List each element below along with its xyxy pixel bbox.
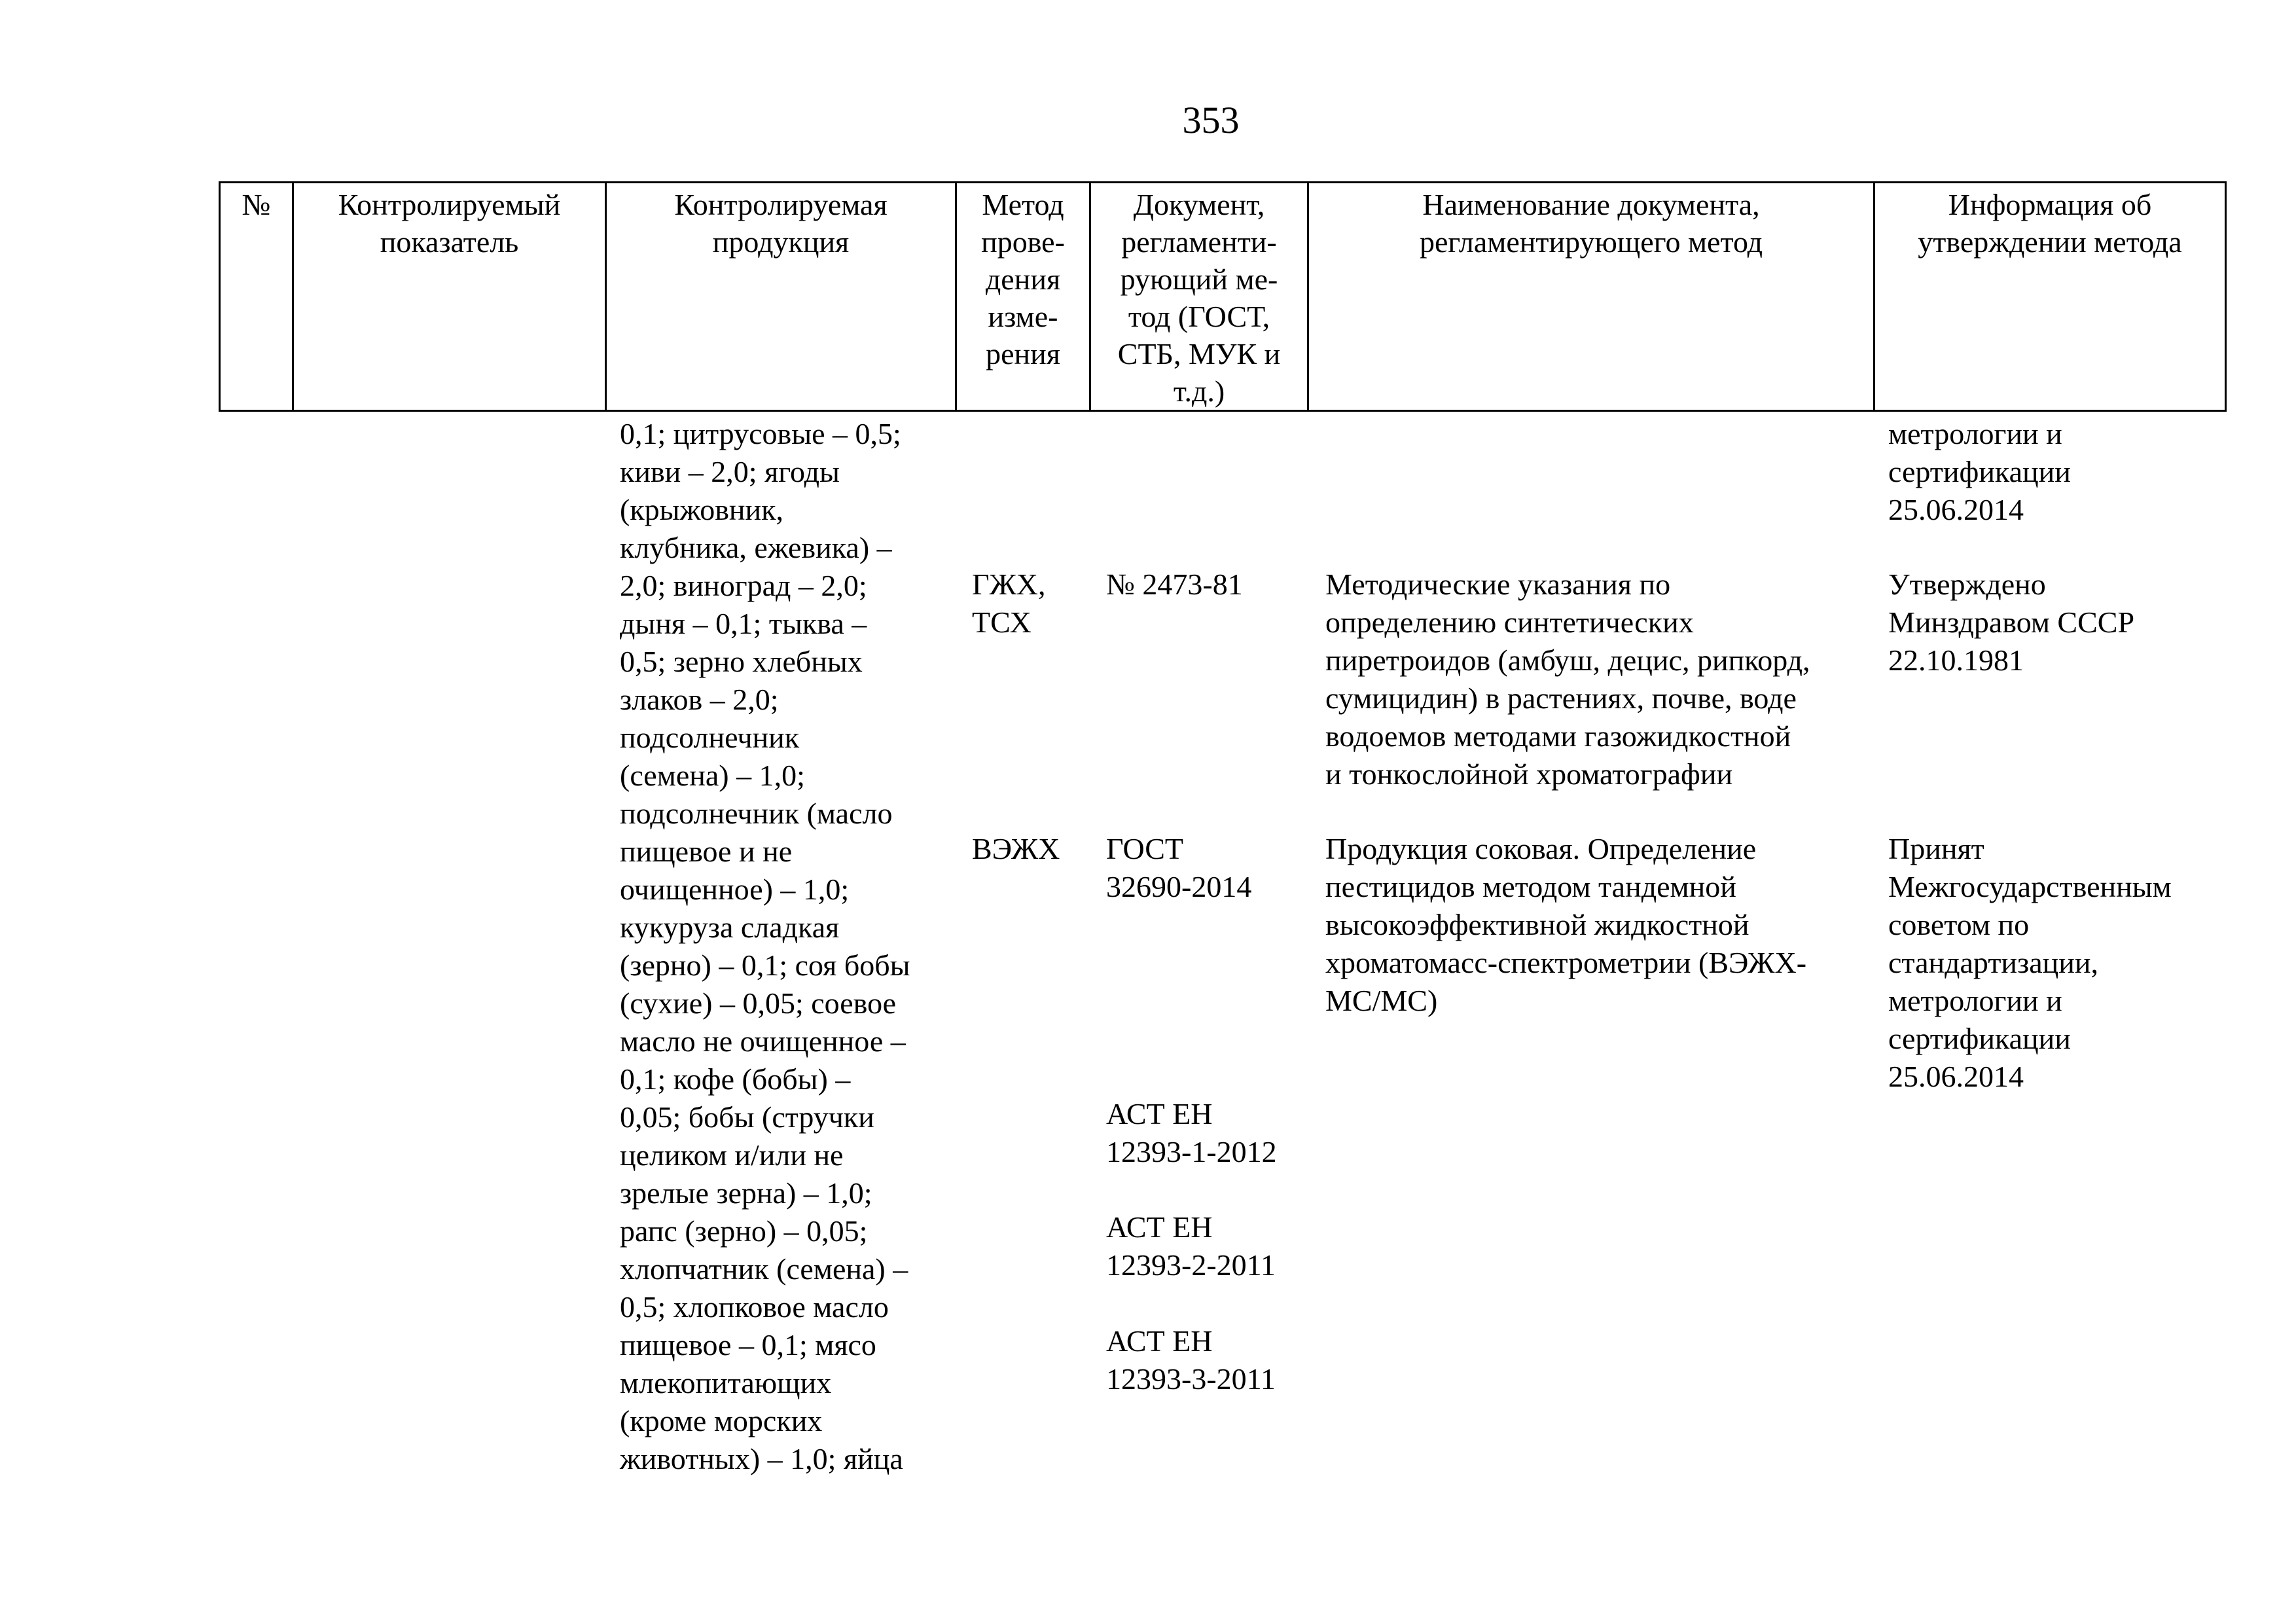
header-indicator: Контролируемый показатель [293,183,606,411]
page-number: 353 [1182,99,1240,141]
header-product: Контролируемая продукция [606,183,956,411]
products-text: 0,1; цитрусовые – 0,5; киви – 2,0; ягоды (крыжовник, клубника, ежевика) – 2,0; виноград – 2,0; дыня – 0,1; тыква – 0,5; зерно хлебных злаков – 2,0; подсолнечник (семена) – 1,0; подсолнечник (масло пищевое и не очищенное) – 1,0; кукуруза сладкая (зерно) – 0,1; соя бобы (сухие) – 0,05; соевое масло не очищенное – 0,1; кофе (бобы) – 0,05; бобы (стручки целиком и/или не зрелые зерна) – 1,0; рапс (зерно) – 0,05; хлопчатник (семена) – 0,5; хлопковое масло пищевое – 0,1; мясо млекопитающих (кроме морских животных) – 1,0; яйца [620,417,910,1475]
row-1-method: ГЖХ, ТСХ [972,568,1046,639]
row-2-approval-info: Принят Межгосударственным советом по стандартизации, метрологии и сертификации 25.06.2014 [1888,832,2172,1093]
header-no: № [220,183,293,411]
row-2-document-name: Продукция соковая. Определение пестицидов методом тандемной высокоэффективной жидкостной хроматомасс-спектрометрии (ВЭЖХ- МС/МС) [1325,832,1807,1017]
table-header [219,181,2227,412]
header-method: Метод прове- дения изме- рения [956,183,1090,411]
row-2-document: ГОСТ 32690-2014 [1106,832,1252,903]
extra-document-1: АСТ ЕН 12393-1-2012 [1106,1097,1277,1168]
approval-continuation: метрологии и сертификации 25.06.2014 [1888,417,2071,526]
row-1-document: № 2473-81 [1106,568,1243,601]
row-2-method: ВЭЖХ [972,832,1060,865]
header-approval-info: Информация об утверждении метода [1874,183,2226,411]
row-1-document-name: Методические указания по определению синтетических пиретроидов (амбуш, децис, рипкорд, сумицидин) в растениях, почве, воде водоемов методами газожидкостной и тонкослойной хроматографии [1325,568,1810,791]
extra-document-2: АСТ ЕН 12393-2-2011 [1106,1210,1276,1282]
table-header-row [220,183,2226,411]
header-document: Документ, регламенти- рующий ме- тод (ГОСТ, СТБ, МУК и т.д.) [1090,183,1308,411]
header-document-name: Наименование документа, регламентирующего метод [1308,183,1874,411]
extra-document-3: АСТ ЕН 12393-3-2011 [1106,1324,1276,1396]
row-1-approval-info: Утверждено Минздравом СССР 22.10.1981 [1888,568,2135,677]
